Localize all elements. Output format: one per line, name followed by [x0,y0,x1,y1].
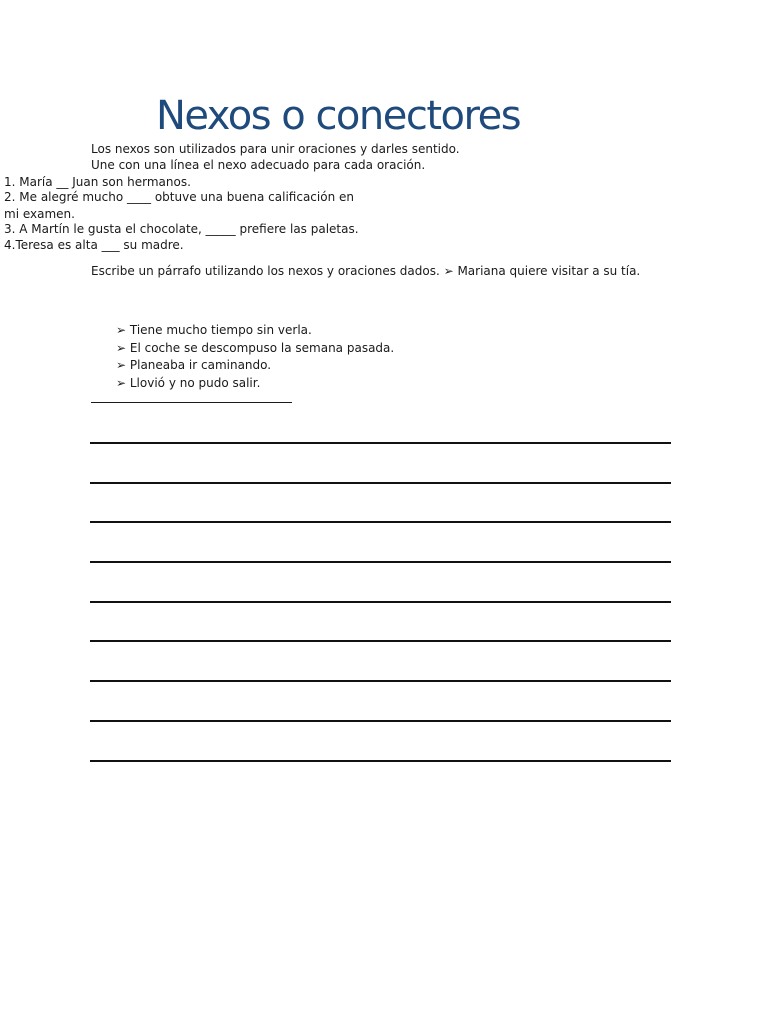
writing-line [90,760,671,762]
page-title: Nexos o conectores [155,93,521,139]
short-underline [91,402,292,403]
paragraph-instruction: Escribe un párrafo utilizando los nexos y oraciones dados. ➢ Mariana quiere visitar a su tía. [91,264,641,278]
exercise-item-2: 2. Me alegré mucho ____ obtuve una buena calificación en [4,190,354,204]
exercise-item-3: 3. A Martín le gusta el chocolate, _____ prefiere las paletas. [4,222,359,236]
exercise-item-4: 4.Teresa es alta ___ su madre. [4,238,184,252]
sentence-item: ➢ Llovió y no pudo salir. [116,376,261,390]
writing-line [90,640,671,642]
sentence-item: ➢ Planeaba ir caminando. [116,358,272,372]
writing-line [90,442,671,444]
intro-text-line-1: Los nexos son utilizados para unir oraciones y darles sentido. [91,142,460,156]
writing-line [90,720,671,722]
sentence-item: ➢ El coche se descompuso la semana pasada. [116,341,395,355]
writing-line [90,521,671,523]
sentence-item: ➢ Tiene mucho tiempo sin verla. [116,323,312,337]
writing-line [90,601,671,603]
writing-line [90,561,671,563]
exercise-item-1: 1. María __ Juan son hermanos. [4,175,191,189]
writing-line [90,680,671,682]
writing-line [90,482,671,484]
intro-text-line-2: Une con una línea el nexo adecuado para cada oración. [91,158,426,172]
exercise-item-2-continuation: mi examen. [4,207,75,221]
